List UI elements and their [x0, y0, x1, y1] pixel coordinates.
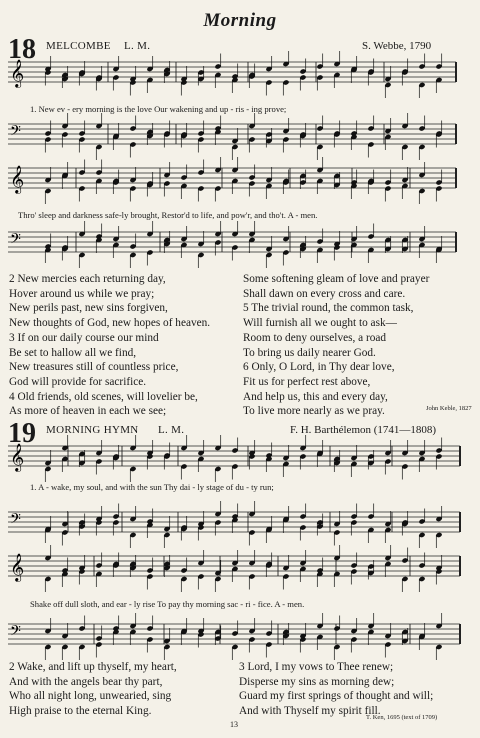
verse-line: Who all night long, unwearied, sing [9, 690, 172, 703]
verse-line: Room to deny ourselves, a road [243, 331, 387, 344]
verse-line: 2 New mercies each returning day, [9, 273, 166, 285]
verse-line: Disperse my sins as morning dew; [239, 675, 395, 688]
verse-line: 5 The trivial round, the common task, [243, 302, 414, 315]
verse-line: Will furnish all we ought to ask— [243, 317, 397, 330]
meter: L. M. [124, 40, 151, 52]
treble-clef: 𝄞 [10, 59, 25, 87]
verse-line: And help us, this and every day, [243, 390, 388, 403]
treble-clef: 𝄞 [10, 165, 25, 193]
verses-left [9, 660, 177, 719]
page-number: 13 [230, 720, 238, 729]
verse-line: 4 Old friends, old scenes, will lovelier be, [9, 390, 198, 403]
verse-line: Fit us for perfect rest above, [243, 375, 371, 388]
verses-right [239, 660, 433, 719]
verse-line: God will provide for sacrifice. [9, 375, 147, 388]
tune-name: MELCOMBE [46, 40, 111, 52]
verse-line: 3 If on our daily course our mind [9, 331, 159, 344]
lyric-line: 1. New ev - ery morning is the love Our wakening and up - ris - ing prove; [30, 104, 287, 114]
verse-line: And with Thyself my spirit fill. [239, 705, 381, 718]
verse-line: As more of heaven in each we see; [9, 405, 167, 418]
verse-line: New thoughts of God, new hopes of heaven. [9, 317, 211, 330]
verse-line: Hover around us while we pray; [9, 287, 155, 300]
verse-line: To live more nearly as we pray. [243, 405, 385, 418]
page-title: Morning [203, 10, 277, 31]
bass-clef: 𝄢 [10, 623, 21, 643]
verse-line: High praise to the eternal King. [9, 705, 152, 718]
text-author: John Keble, 1827 [426, 405, 472, 412]
lyric-line: Shake off dull sloth, and ear - ly rise To pay thy morning sac - ri - fice. A - men. [30, 599, 305, 609]
composer: F. H. Barthélemon (1741—1808) [290, 424, 437, 436]
verse-line: Be set to hallow all we find, [9, 346, 137, 359]
verse-line: And with the angels bear thy part, [9, 675, 163, 688]
bass-clef: 𝄢 [10, 123, 21, 143]
verse-line: Guard my first springs of thought and will; [239, 690, 434, 703]
hymn-number: 18 [8, 34, 36, 65]
meter: L. M. [158, 424, 185, 436]
verse-line: New perils past, new sins forgiven, [9, 302, 168, 315]
verse-line: New treasures still of countless price, [9, 361, 179, 374]
bass-clef: 𝄢 [10, 511, 21, 531]
verse-line: Shall dawn on every cross and care. [243, 287, 406, 300]
verse-line: Some softening gleam of love and prayer [243, 273, 430, 285]
verse-line: 3 Lord, I my vows to Thee renew; [239, 661, 394, 673]
composer: S. Webbe, 1790 [362, 40, 432, 52]
verse-line: To bring us daily nearer God. [243, 346, 376, 359]
verse-line: 2 Wake, and lift up thyself, my heart, [9, 661, 177, 673]
verses-left [9, 272, 210, 419]
treble-clef: 𝄞 [10, 443, 25, 471]
treble-clef: 𝄞 [10, 553, 25, 581]
tune-name: MORNING HYMN [46, 424, 139, 436]
verses-right [243, 272, 429, 419]
text-author: T. Ken, 1695 (text of 1709) [366, 714, 438, 721]
verse-line: 6 Only, O Lord, in Thy dear love, [243, 361, 395, 374]
lyric-line: Thro' sleep and darkness safe-ly brought, Restor'd to life, and pow'r, and tho't. A - men. [18, 210, 318, 220]
hymn-number: 19 [8, 418, 36, 449]
bass-clef: 𝄢 [10, 231, 21, 251]
lyric-line: 1. A - wake, my soul, and with the sun Thy dai - ly stage of du - ty run; [30, 482, 274, 492]
